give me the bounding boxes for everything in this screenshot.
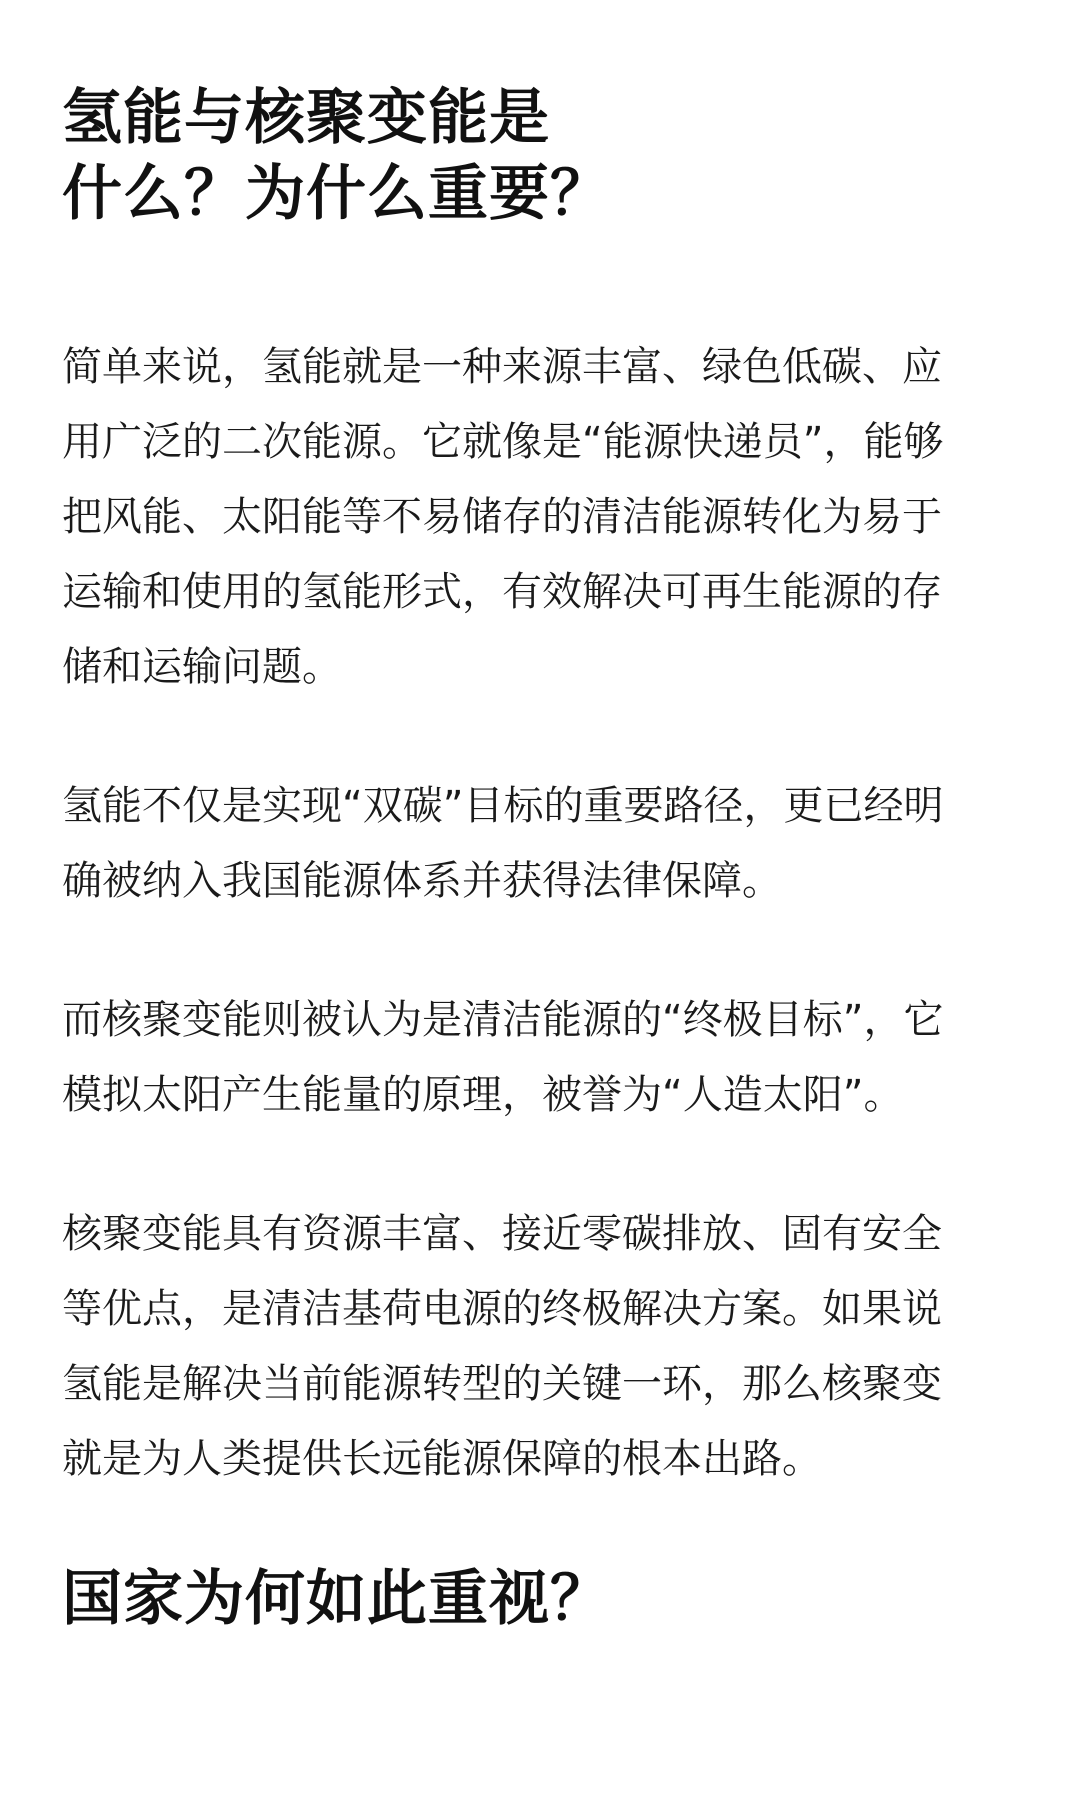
paragraph-line: 就是为人类提供长远能源保障的根本出路。 — [62, 1436, 822, 1482]
paragraph-line: 而核聚变能则被认为是清洁能源的“终极目标”，它 — [62, 997, 944, 1043]
paragraph-line: 确被纳入我国能源体系并获得法律保障。 — [62, 858, 782, 904]
paragraph-line: 等优点，是清洁基荷电源的终极解决方案。如果说 — [62, 1286, 942, 1332]
section-heading-what-and-why — [62, 80, 1018, 232]
heading-line: 什么？为什么重要？ — [62, 159, 611, 229]
paragraph-hydrogen-policy — [62, 769, 1018, 919]
paragraph-line: 简单来说，氢能就是一种来源丰富、绿色低碳、应 — [62, 344, 942, 390]
paragraph-line: 氢能是解决当前能源转型的关键一环，那么核聚变 — [62, 1361, 942, 1407]
paragraph-line: 用广泛的二次能源。它就像是“能源快递员”，能够 — [62, 419, 944, 465]
paragraph-line: 氢能不仅是实现“双碳”目标的重要路径，更已经明 — [62, 783, 944, 829]
paragraph-line: 运输和使用的氢能形式，有效解决可再生能源的存 — [62, 569, 942, 615]
paragraph-line: 储和运输问题。 — [62, 644, 342, 690]
section-heading-national-importance — [62, 1561, 1018, 1637]
paragraph-fusion-intro — [62, 983, 1018, 1133]
paragraph-line: 把风能、太阳能等不易储存的清洁能源转化为易于 — [62, 494, 942, 540]
paragraph-fusion-advantages — [62, 1197, 1018, 1497]
paragraph-line: 模拟太阳产生能量的原理，被誉为“人造太阳”。 — [62, 1072, 904, 1118]
paragraph-line: 核聚变能具有资源丰富、接近零碳排放、固有安全 — [62, 1211, 942, 1257]
paragraph-hydrogen-intro — [62, 330, 1018, 705]
heading-line: 氢能与核聚变能是 — [62, 83, 550, 153]
heading-line: 国家为何如此重视？ — [62, 1564, 611, 1634]
